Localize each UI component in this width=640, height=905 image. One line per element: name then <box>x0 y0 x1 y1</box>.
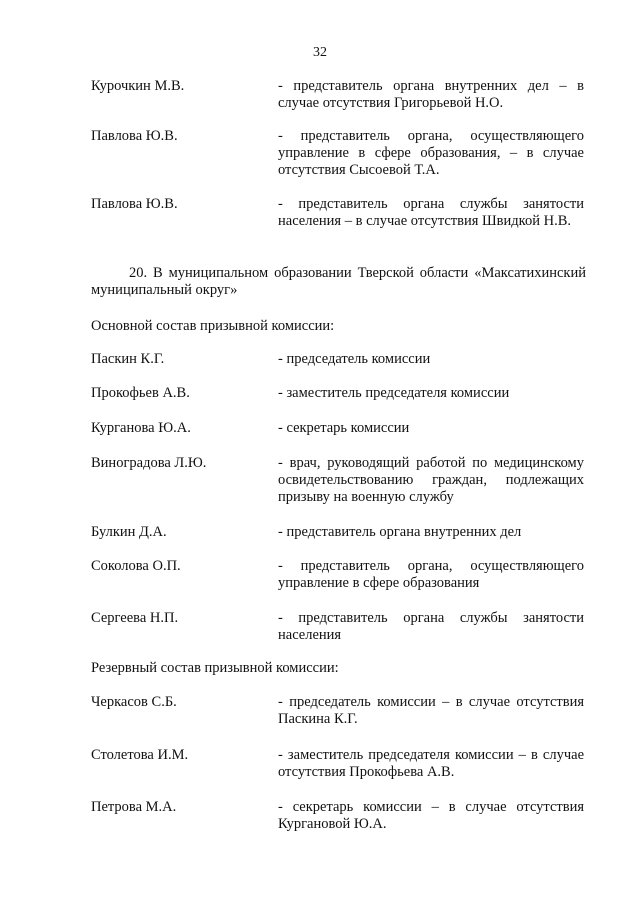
section-heading: 20. В муниципальном образовании Тверской области «Максатихинский муниципальный округ» <box>91 265 586 298</box>
page-number: 32 <box>313 45 327 60</box>
member-role: - председатель комиссии <box>278 351 431 367</box>
member-name: Павлова Ю.В. <box>91 196 178 212</box>
member-role: - представитель органа службы занятости населения – в случае отсутствия Швидкой Н.В. <box>278 196 584 229</box>
member-name: Черкасов С.Б. <box>91 694 177 710</box>
member-name: Столетова И.М. <box>91 747 189 763</box>
member-role: - представитель органа службы занятости населения <box>278 610 584 643</box>
member-name: Паскин К.Г. <box>91 351 165 367</box>
member-name: Петрова М.А. <box>91 799 177 815</box>
member-role: - представитель органа, осуществляющего управление в сфере образования, – в случае отсутствия Сысоевой Т.А. <box>278 128 584 178</box>
member-role: - заместитель председателя комиссии <box>278 385 510 401</box>
member-name: Булкин Д.А. <box>91 524 167 540</box>
member-name: Виноградова Л.Ю. <box>91 455 207 471</box>
member-role: - врач, руководящий работой по медицинскому освидетельствованию граждан, подлежащих призыву на военную службу <box>278 455 584 505</box>
member-name: Курочкин М.В. <box>91 78 185 94</box>
member-name: Сергеева Н.П. <box>91 610 179 626</box>
member-name: Соколова О.П. <box>91 558 181 574</box>
member-role: - секретарь комиссии – в случае отсутствия Кургановой Ю.А. <box>278 799 584 832</box>
member-role: - представитель органа внутренних дел – в случае отсутствия Григорьевой Н.О. <box>278 78 584 111</box>
member-name: Курганова Ю.А. <box>91 420 191 436</box>
member-name: Прокофьев А.В. <box>91 385 190 401</box>
member-role: - секретарь комиссии <box>278 420 410 436</box>
member-role: - председатель комиссии – в случае отсутствия Паскина К.Г. <box>278 694 584 727</box>
reserve-composition-label: Резервный состав призывной комиссии: <box>91 660 339 676</box>
member-role: - представитель органа, осуществляющего управление в сфере образования <box>278 558 584 591</box>
member-role: - представитель органа внутренних дел <box>278 524 522 540</box>
main-composition-label: Основной состав призывной комиссии: <box>91 318 335 334</box>
member-role: - заместитель председателя комиссии – в случае отсутствия Прокофьева А.В. <box>278 747 584 780</box>
member-name: Павлова Ю.В. <box>91 128 178 144</box>
